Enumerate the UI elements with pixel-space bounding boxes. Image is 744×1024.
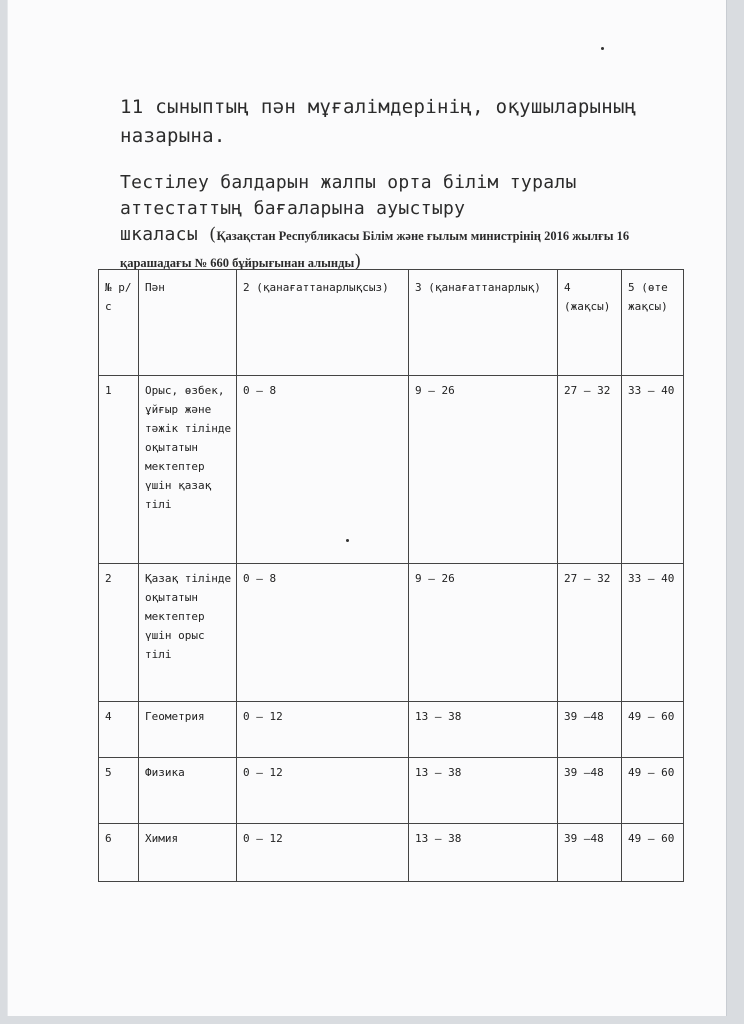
cell-grade-4: 39 –48: [558, 824, 622, 882]
scan-speck: [601, 47, 604, 50]
cell-grade-2: 0 – 8: [237, 376, 409, 564]
header-number: № р/с: [99, 270, 139, 376]
cell-subject: Қазақ тілінде оқытатын мектептер үшін орыс тілі: [139, 564, 237, 702]
cell-grade-3: 9 – 26: [409, 564, 558, 702]
subheading-line-2: аттестаттың бағаларына ауыстыру: [120, 198, 466, 219]
cell-grade-4: 27 – 32: [558, 376, 622, 564]
grade-conversion-table: [98, 269, 684, 882]
cell-grade-5: 33 – 40: [622, 564, 684, 702]
cell-subject: Орыс, өзбек, ұйғыр және тәжік тілінде оқытатын мектептер үшін қазақ тілі: [139, 376, 237, 564]
table-row: [99, 564, 684, 702]
cell-grade-2: 0 – 12: [237, 702, 409, 758]
header-subject: Пән: [139, 270, 237, 376]
cell-grade-2: 0 – 8: [237, 564, 409, 702]
header-grade-3: 3 (қанағаттанарлық): [409, 270, 558, 376]
cell-grade-4: 39 –48: [558, 702, 622, 758]
close-parenthesis: ): [354, 251, 362, 272]
cell-grade-4: 27 – 32: [558, 564, 622, 702]
cell-number: 6: [99, 824, 139, 882]
table-row: [99, 702, 684, 758]
cell-subject: Химия: [139, 824, 237, 882]
cell-subject: Физика: [139, 758, 237, 824]
subheading-scale-word: шкаласы: [120, 224, 198, 245]
table-row: [99, 376, 684, 564]
cell-grade-2: 0 – 12: [237, 824, 409, 882]
table-row: [99, 824, 684, 882]
cell-number: 2: [99, 564, 139, 702]
cell-grade-3: 13 – 38: [409, 824, 558, 882]
header-grade-4: 4 (жақсы): [558, 270, 622, 376]
cell-number: 5: [99, 758, 139, 824]
notice-heading: 11 сыныптың пән мұғалімдерінің, оқушыларының назарына.: [120, 96, 637, 147]
cell-grade-5: 49 – 60: [622, 702, 684, 758]
notice-subheading: [120, 170, 700, 276]
header-grade-5: 5 (өте жақсы): [622, 270, 684, 376]
subheading-line-1: Тестілеу балдарын жалпы орта білім туралы: [120, 172, 577, 193]
cell-grade-3: 13 – 38: [409, 702, 558, 758]
cell-grade-4: 39 –48: [558, 758, 622, 824]
cell-grade-5: 49 – 60: [622, 758, 684, 824]
table-header-row: [99, 270, 684, 376]
table-row: [99, 758, 684, 824]
cell-grade-5: 49 – 60: [622, 824, 684, 882]
cell-grade-5: 33 – 40: [622, 376, 684, 564]
cell-number: 1: [99, 376, 139, 564]
cell-subject: Геометрия: [139, 702, 237, 758]
cell-grade-2: 0 – 12: [237, 758, 409, 824]
open-parenthesis: (: [209, 224, 217, 245]
cell-grade-3: 13 – 38: [409, 758, 558, 824]
cell-grade-3: 9 – 26: [409, 376, 558, 564]
decree-reference: Қазақстан Республикасы Білім және ғылым министрінің 2016 жылғы 16 қарашадағы № 660 бұйрығынан алынды: [120, 229, 630, 270]
cell-number: 4: [99, 702, 139, 758]
header-grade-2: 2 (қанағаттанарлықсыз): [237, 270, 409, 376]
